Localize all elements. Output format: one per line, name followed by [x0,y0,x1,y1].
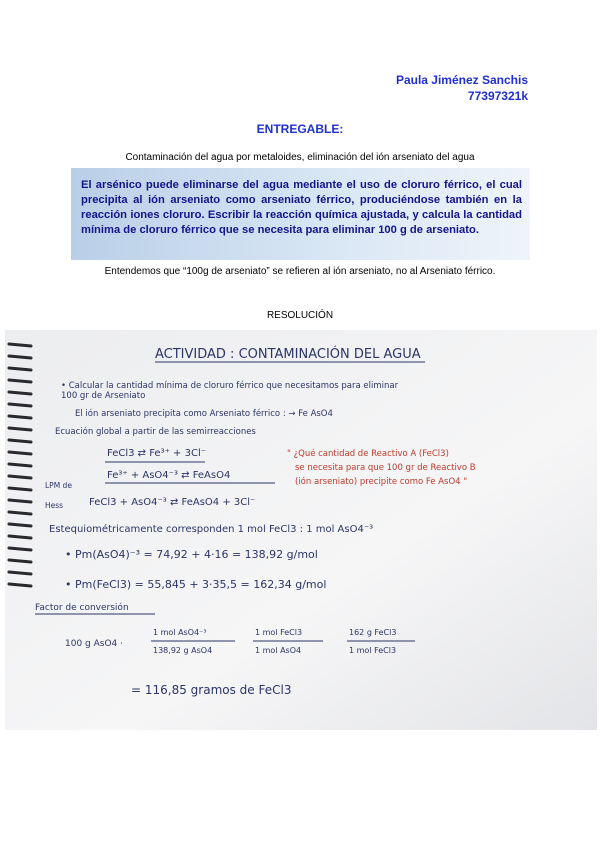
section-heading: ENTREGABLE: [256,122,344,136]
notes-question: " ¿Qué cantidad de Reactivo A (FeCl3) [287,449,449,459]
assumption-note: Entendemos que “100g de arseniato” se refieren al ión arseniato, no al Arseniato férrico. [104,266,496,277]
notes-line3: Ecuación global a partir de las semirreacciones [55,427,256,437]
notes-side-label2: Hess [45,501,64,510]
author-name: Paula Jiménez Sanchis [395,73,528,87]
spiral-binding [9,344,31,586]
notes-f2-num: 1 mol FeCl3 [255,628,303,637]
author-block [396,72,528,104]
notes-line2: El ión arseniato precipita como Arseniato férrico : → Fe AsO4 [75,409,333,419]
notes-side-label1: LPM de [45,481,72,490]
notes-eq1: FeCl3 ⇄ Fe³⁺ + 3Cl⁻ [107,448,206,459]
notes-global-eq: FeCl3 + AsO4⁻³ ⇄ FeAsO4 + 3Cl⁻ [89,497,256,508]
notes-conv-start: 100 g AsO4 · [65,639,123,649]
problem-statement: El arsénico puede eliminarse del agua mediante el uso de cloruro férrico, el cual precipita al ión arseniato como arseniato férrico, produciéndose también en la reacción iones cloruro. Escribir la reacción química ajustada, y calcula la cantidad mínima de cloruro férrico que se necesita para eliminar 100 g de arseniato. [81,179,522,236]
notes-f1-num: 1 mol AsO4⁻³ [153,628,207,637]
author-id: 77397321k [467,89,528,103]
notes-f3-num: 162 g FeCl3 [349,628,397,637]
resolution-label: RESOLUCIÓN [266,310,334,321]
notes-f1-den: 138,92 g AsO4 [153,646,213,655]
notes-f2-den: 1 mol AsO4 [255,646,302,655]
notes-pm2: • Pm(FeCl3) = 55,845 + 3·35,5 = 162,34 g/mol [65,578,327,591]
notes-factor-label: Factor de conversión [35,603,129,613]
notes-title: ACTIVIDAD : CONTAMINACIÓN DEL AGUA [155,347,421,362]
notebook-svg [5,330,597,730]
activity-subtitle: Contaminación del agua por metaloides, eliminación del ión arseniato del agua [125,152,475,163]
notes-line1: • Calcular la cantidad mínima de cloruro férrico que necesitamos para eliminar [61,381,399,391]
notes-eq2: Fe³⁺ + AsO4⁻³ ⇄ FeAsO4 [107,470,231,481]
notes-question3: (ión arseniato) precipite como Fe AsO4 " [295,477,468,487]
notes-line1b: 100 gr de Arseniato [61,391,146,401]
notes-result: = 116,85 gramos de FeCl3 [131,683,292,697]
notes-f3-den: 1 mol FeCl3 [349,646,397,655]
problem-statement-box [71,168,530,260]
notes-question2: se necesita para que 100 gr de Reactivo B [295,463,476,473]
notes-stoich: Estequiométricamente corresponden 1 mol FeCl3 : 1 mol AsO4⁻³ [49,524,374,535]
handwritten-notebook-photo [5,330,597,730]
notes-pm1: • Pm(AsO4)⁻³ = 74,92 + 4·16 = 138,92 g/mol [65,548,318,561]
